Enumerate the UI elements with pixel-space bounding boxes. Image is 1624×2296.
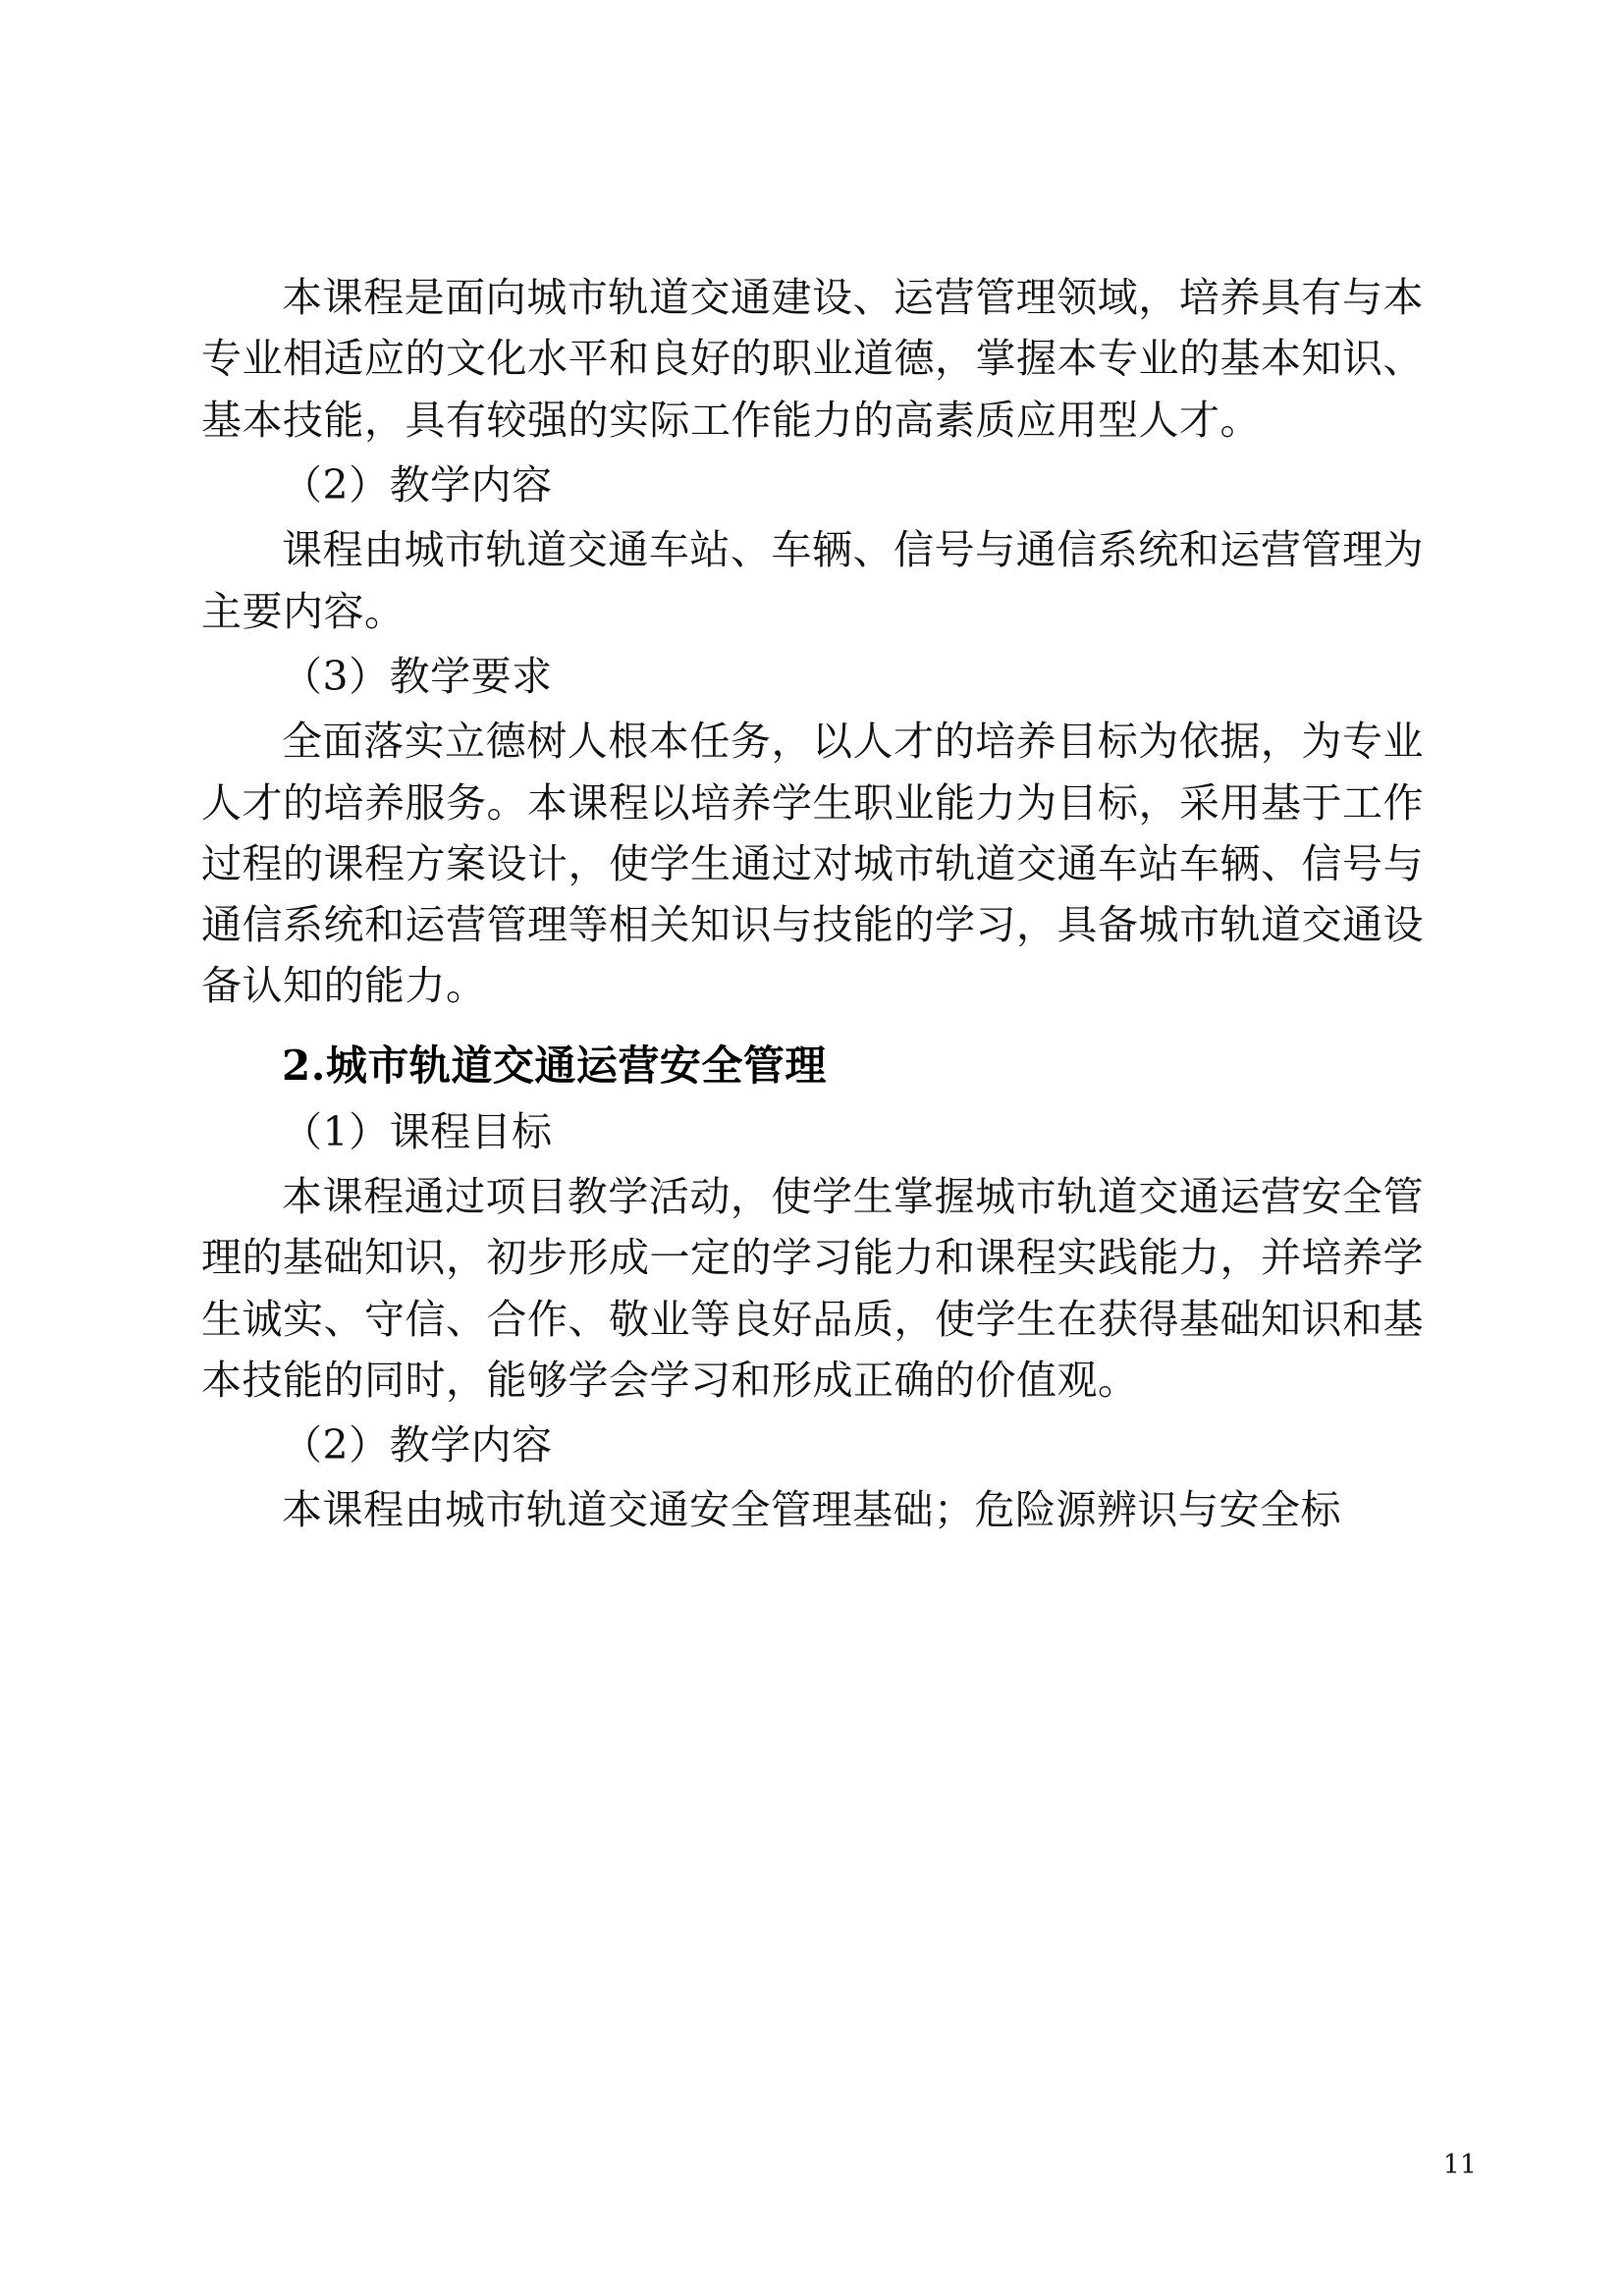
page-body <box>201 267 1424 1545</box>
paragraph-course-objective-2: 本课程通过项目教学活动，使学生掌握城市轨道交通运营安全管理的基础知识，初步形成一定的学习能力和课程实践能力，并培养学生诚实、守信、合作、敬业等良好品质，使学生在获得基础知识和基本技能的同时，能够学会学习和形成正确的价值观。 <box>201 1172 1424 1404</box>
heading-course-2: 2.城市轨道交通运营安全管理 <box>282 1041 827 1090</box>
page-number: 11 <box>1442 2150 1477 2180</box>
paragraph-teaching-requirement-1: 全面落实立德树人根本任务，以人才的培养目标为依据，为专业人才的培养服务。本课程以培养学生职业能力为目标，采用基于工作过程的课程方案设计，使学生通过对城市轨道交通车站车辆、信号与通信系统和运营管理等相关知识与技能的学习，具备城市轨道交通设备认知的能力。 <box>201 718 1424 1010</box>
subheading-teaching-requirement-1: （3）教学要求 <box>282 652 553 700</box>
subheading-teaching-content-1: （2）教学内容 <box>282 460 553 508</box>
subheading-course-objective-2: （1）课程目标 <box>282 1107 553 1155</box>
paragraph-teaching-content-2: 本课程由城市轨道交通安全管理基础；危险源辨识与安全标 <box>282 1486 1341 1534</box>
paragraph-teaching-content-1: 课程由城市轨道交通车站、车辆、信号与通信系统和运营管理为主要内容。 <box>201 526 1424 635</box>
paragraph-course-goal-1: 本课程是面向城市轨道交通建设、运营管理领域，培养具有与本专业相适应的文化水平和良好的职业道德，掌握本专业的基本知识、基本技能，具有较强的实际工作能力的高素质应用型人才。 <box>201 274 1424 444</box>
subheading-teaching-content-2: （2）教学内容 <box>282 1421 553 1469</box>
